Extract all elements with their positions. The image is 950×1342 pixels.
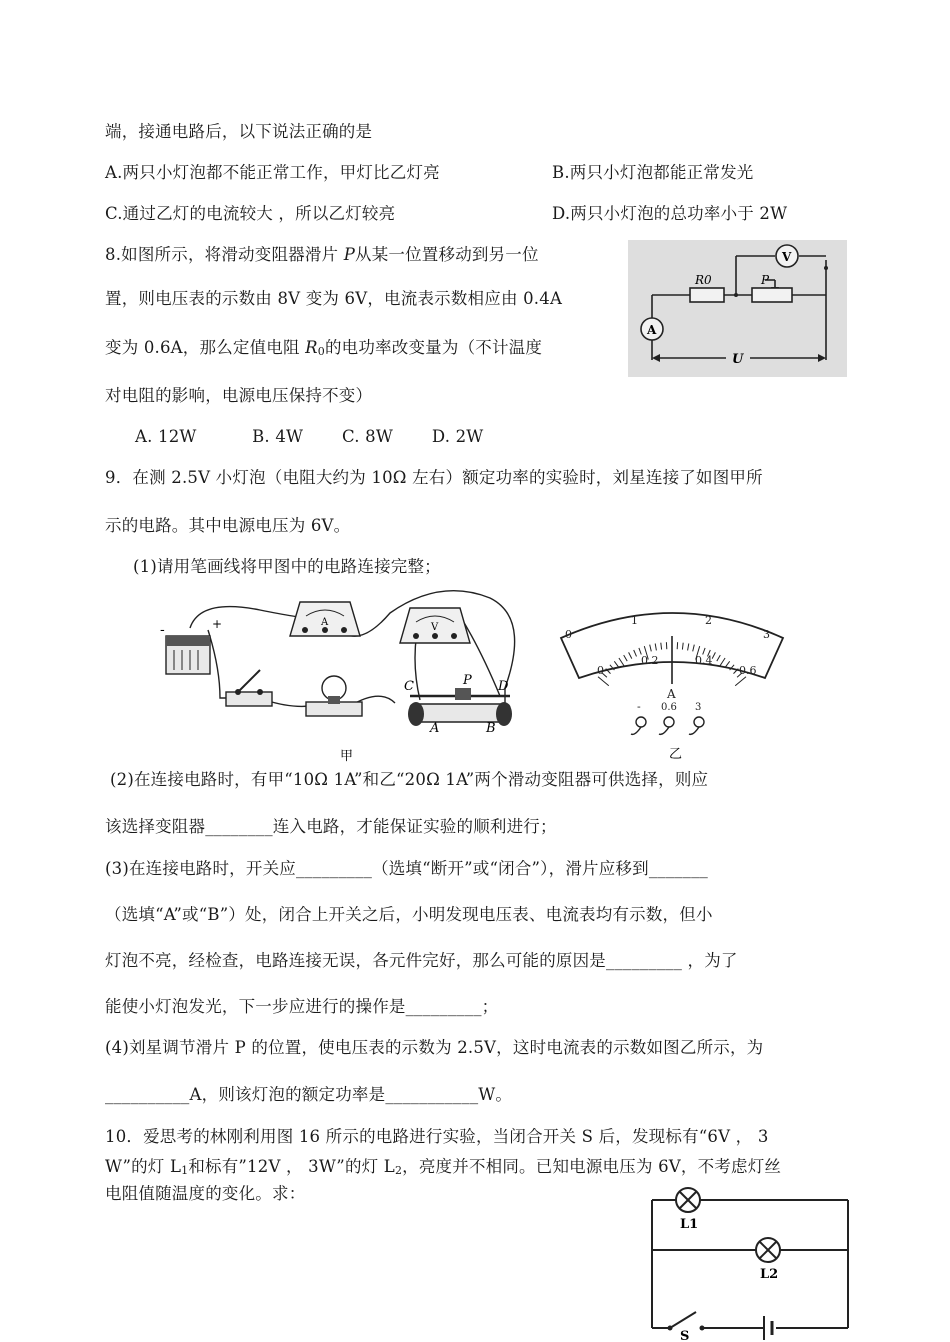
q8-voltage-label: U <box>732 352 744 367</box>
q7-stem-tail: 端，接通电路后，以下说法正确的是 <box>105 122 373 141</box>
q8-slider-label: P <box>761 273 770 287</box>
q8-options: A. 12W B. 4W C. 8W D. 2W <box>135 427 484 446</box>
switch-icon <box>226 670 272 706</box>
q8-line-4: 对电阻的影响，电源电压保持不变） <box>105 386 373 405</box>
scale-top-1: 1 <box>631 614 638 627</box>
q9-figure-yi <box>555 598 795 764</box>
q8-line-2: 置，则电压表的示数由 8V 变为 6V，电流表示数相应由 0.4A <box>105 289 563 308</box>
q7-option-c: C.通过乙灯的电流较大 ，所以乙灯较亮 <box>105 204 396 223</box>
l2-label: L2 <box>760 1267 779 1282</box>
dial-tick <box>735 677 746 686</box>
q10-circuit-diagram <box>640 1180 860 1340</box>
rheostat-icon <box>408 688 512 726</box>
scale-top-3: 3 <box>763 628 770 641</box>
battery-plus-label: + <box>212 617 223 631</box>
q8-ammeter-label: A <box>647 323 657 337</box>
q9-line-2: 示的电路。其中电源电压为 6V。 <box>105 516 351 535</box>
dial-unit: A <box>667 687 676 701</box>
q7-option-d: D.两只小灯泡的总功率小于 2W <box>552 204 788 223</box>
terminal-minus: - <box>637 700 641 713</box>
terminal-0.6: 0.6 <box>661 702 677 713</box>
rheostat-label-b: B <box>486 721 496 736</box>
figure-yi-caption: 乙 <box>669 747 683 762</box>
ammeter-label: A <box>321 617 329 628</box>
q8-r0-label: R0 <box>695 273 712 287</box>
battery-icon <box>166 636 210 674</box>
dial-tick <box>598 677 609 686</box>
q8-voltmeter-label: V <box>782 250 792 264</box>
q9-part-3-line-4: 能使小灯泡发光，下一步应进行的操作是_________； <box>105 997 499 1016</box>
q9-part-1: (1)请用笔画线将甲图中的电路连接完整； <box>133 557 441 576</box>
q10-line-1: 10．爱思考的林刚利用图 16 所示的电路进行实验，当闭合开关 S 后，发现标有“6V ， 3 <box>105 1127 769 1146</box>
q8-line-1: 8.如图所示，将滑动变阻器滑片 P从某一位置移动到另一位 <box>105 245 539 264</box>
battery-minus-label: - <box>160 622 165 638</box>
q9-part-2-line-1: (2)在连接电路时，有甲“10Ω 1A”和乙“20Ω 1A”两个滑动变阻器可供选择，则应 <box>110 770 709 789</box>
rheostat-label-d: D <box>498 679 509 694</box>
q9-line-1: 9．在测 2.5V 小灯泡（电阻大约为 10Ω 左右）额定功率的实验时，刘星连接了如图甲所 <box>105 468 763 487</box>
l2-lamp-icon <box>756 1238 780 1262</box>
q10-line-3: 电阻值随温度的变化。求： <box>105 1184 306 1203</box>
scale-top-0: 0 <box>565 628 572 641</box>
scale-top-2: 2 <box>705 614 712 627</box>
q10-line-2: W”的灯 $L_1$和标有”12V ， 3W”的灯 $L_2$，亮度并不相同。已知电源电压为 6V，不考虑灯丝 <box>105 1157 782 1177</box>
q7-option-a: A.两只小灯泡都不能正常工作，甲灯比乙灯亮 <box>105 163 440 182</box>
q8-line-3: 变为 0.6A，那么定值电阻 $R_0$的电功率改变量为（不计温度 <box>105 338 543 358</box>
q9-part-3-line-3: 灯泡不亮，经检查，电路连接无误，各元件完好，那么可能的原因是_________ ，为了 <box>105 951 738 970</box>
q9-part-3-line-1: (3)在连接电路时，开关应_________（选填“断开”或“闭合”），滑片应移到_______ <box>105 859 708 878</box>
rheostat-label-a: A <box>430 721 440 736</box>
terminal-3: 3 <box>695 702 702 713</box>
q9-figure-jia <box>160 588 530 766</box>
rheostat-label-c: C <box>404 679 414 694</box>
switch-label: S <box>680 1329 690 1340</box>
scale-bottom-0.6: 0.6 <box>739 664 757 677</box>
q9-part-3-line-2: （选填“A”或“B”）处，闭合上开关之后，小明发现电压表、电流表均有示数，但小 <box>105 905 713 924</box>
lamp-icon <box>306 676 362 716</box>
q7-option-b: B.两只小灯泡都能正常发光 <box>552 163 754 182</box>
scale-bottom-0: 0 <box>597 664 604 677</box>
q8-circuit-diagram <box>628 240 847 377</box>
q9-part-4-line-2: __________A，则该灯泡的额定功率是___________W。 <box>105 1085 513 1104</box>
scale-bottom-0.4: 0.4 <box>695 654 713 667</box>
l1-label: L1 <box>680 1217 699 1232</box>
q9-part-4-line-1: (4)刘星调节滑片 P 的位置，使电压表的示数为 2.5V，这时电流表的示数如图乙所示，为 <box>105 1038 764 1057</box>
rheostat-label-p: P <box>463 673 472 688</box>
voltmeter-label: V <box>431 622 439 633</box>
l1-lamp-icon <box>676 1188 700 1212</box>
scale-bottom-0.2: 0.2 <box>641 654 659 667</box>
q9-part-2-line-2: 该选择变阻器________连入电路，才能保证实验的顺利进行； <box>105 817 557 836</box>
figure-jia-caption: 甲 <box>340 749 354 764</box>
